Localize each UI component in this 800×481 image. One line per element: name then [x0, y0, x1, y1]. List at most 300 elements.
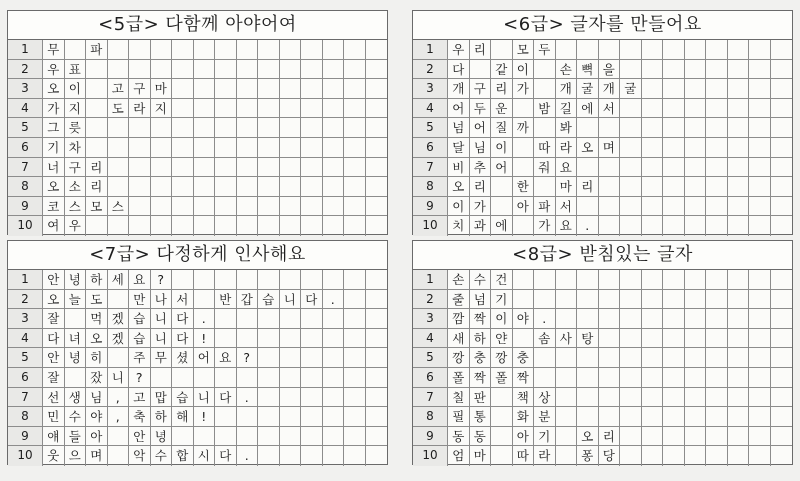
grid-cell — [301, 79, 323, 99]
grid-cell — [685, 388, 707, 408]
grid-cell: 수 — [65, 407, 87, 427]
grid-cell — [663, 216, 685, 236]
grid-cell: 오 — [448, 177, 470, 197]
grid-cell: 아 — [513, 427, 535, 447]
grid-cell — [323, 368, 345, 388]
grid-cell — [556, 446, 578, 466]
grid-cell — [534, 368, 556, 388]
grid-cell: 겠 — [108, 329, 130, 349]
grid-cell — [685, 138, 707, 158]
grid-cell: 탕 — [577, 329, 599, 349]
grid-cell — [534, 177, 556, 197]
grid-cell — [771, 407, 793, 427]
grid-cell — [172, 177, 194, 197]
grid-cell — [642, 407, 664, 427]
grid-cell — [620, 329, 642, 349]
grid-cell — [194, 118, 216, 138]
writing-grid — [413, 270, 792, 466]
grid-cell: 며 — [86, 446, 108, 466]
grid-cell — [663, 40, 685, 60]
grid-cell — [771, 270, 793, 290]
grid-cell — [620, 368, 642, 388]
grid-cell — [663, 138, 685, 158]
grid-cell: 안 — [43, 270, 65, 290]
grid-cell — [215, 138, 237, 158]
grid-cell — [706, 99, 728, 119]
grid-cell — [599, 177, 621, 197]
grid-cell: 폴 — [448, 368, 470, 388]
grid-cell: 녀 — [65, 329, 87, 349]
grid-cell — [129, 60, 151, 80]
grid-cell — [771, 177, 793, 197]
grid-cell — [642, 388, 664, 408]
row-number: 4 — [8, 329, 43, 349]
grid-cell — [151, 158, 173, 178]
grid-cell — [642, 138, 664, 158]
grid-cell: 개 — [448, 79, 470, 99]
grid-cell — [728, 138, 750, 158]
grid-cell — [366, 427, 388, 447]
grid-cell — [706, 118, 728, 138]
grid-cell — [577, 368, 599, 388]
grid-cell: 오 — [43, 290, 65, 310]
grid-cell — [366, 197, 388, 217]
grid-cell: 우 — [65, 216, 87, 236]
grid-cell — [685, 158, 707, 178]
grid-cell: 퐁 — [577, 446, 599, 466]
row-number: 9 — [413, 197, 448, 217]
grid-cell — [620, 118, 642, 138]
grid-cell — [301, 216, 323, 236]
grid-cell: 상 — [534, 388, 556, 408]
grid-cell — [620, 216, 642, 236]
grid-cell — [258, 270, 280, 290]
grid-cell: 기 — [491, 290, 513, 310]
grid-cell: 두 — [534, 40, 556, 60]
grid-cell: 비 — [448, 158, 470, 178]
grid-cell — [728, 290, 750, 310]
panel-title: <7급> 다정하게 인사해요 — [8, 241, 387, 270]
grid-cell: 무 — [43, 40, 65, 60]
grid-cell — [108, 158, 130, 178]
grid-cell: 오 — [577, 427, 599, 447]
grid-cell — [129, 177, 151, 197]
grid-cell — [172, 270, 194, 290]
grid-cell: 운 — [491, 99, 513, 119]
grid-cell: 요 — [556, 216, 578, 236]
grid-cell: 이 — [448, 197, 470, 217]
grid-cell — [771, 348, 793, 368]
grid-cell: 개 — [599, 79, 621, 99]
grid-cell — [663, 158, 685, 178]
grid-cell — [685, 290, 707, 310]
grid-cell: 새 — [448, 329, 470, 349]
grid-cell — [344, 158, 366, 178]
grid-cell: 어 — [194, 348, 216, 368]
grid-cell — [642, 368, 664, 388]
grid-cell — [172, 368, 194, 388]
grid-cell: 깡 — [491, 348, 513, 368]
grid-cell: 녕 — [151, 427, 173, 447]
grid-cell — [258, 407, 280, 427]
grid-cell — [215, 40, 237, 60]
grid-cell: 뼉 — [577, 60, 599, 80]
grid-cell: 만 — [129, 290, 151, 310]
grid-cell — [534, 60, 556, 80]
grid-cell — [642, 79, 664, 99]
grid-cell: 깡 — [448, 348, 470, 368]
grid-cell — [728, 270, 750, 290]
grid-cell: 녕 — [65, 348, 87, 368]
grid-cell — [194, 427, 216, 447]
grid-cell: 다 — [301, 290, 323, 310]
grid-cell — [728, 216, 750, 236]
grid-cell — [366, 329, 388, 349]
grid-cell — [706, 216, 728, 236]
grid-cell — [129, 40, 151, 60]
grid-cell: . — [577, 216, 599, 236]
grid-cell — [620, 407, 642, 427]
grid-cell — [215, 158, 237, 178]
grid-cell — [577, 197, 599, 217]
grid-cell — [663, 427, 685, 447]
grid-cell: 엄 — [448, 446, 470, 466]
grid-cell — [513, 329, 535, 349]
grid-cell — [65, 40, 87, 60]
grid-cell — [642, 270, 664, 290]
grid-cell — [749, 138, 771, 158]
grid-cell — [663, 388, 685, 408]
grid-cell: 리 — [470, 177, 492, 197]
grid-cell — [513, 138, 535, 158]
grid-cell — [706, 388, 728, 408]
grid-cell: 두 — [470, 99, 492, 119]
grid-cell — [556, 309, 578, 329]
grid-cell — [491, 427, 513, 447]
grid-cell: 손 — [448, 270, 470, 290]
grid-cell — [599, 270, 621, 290]
grid-cell — [86, 79, 108, 99]
grid-cell — [280, 446, 302, 466]
grid-cell — [663, 329, 685, 349]
grid-cell — [599, 348, 621, 368]
grid-cell — [620, 309, 642, 329]
grid-cell: 구 — [129, 79, 151, 99]
grid-cell — [685, 99, 707, 119]
grid-cell — [728, 309, 750, 329]
grid-cell: 달 — [448, 138, 470, 158]
grid-cell — [344, 348, 366, 368]
grid-cell — [237, 270, 259, 290]
grid-cell: 짝 — [470, 309, 492, 329]
grid-cell — [620, 270, 642, 290]
grid-cell — [237, 177, 259, 197]
grid-cell — [280, 138, 302, 158]
grid-cell — [301, 40, 323, 60]
grid-cell — [280, 348, 302, 368]
grid-cell — [577, 118, 599, 138]
grid-cell — [301, 446, 323, 466]
grid-cell — [108, 427, 130, 447]
grid-cell — [642, 290, 664, 310]
grid-cell — [366, 216, 388, 236]
grid-cell — [771, 99, 793, 119]
grid-cell — [620, 138, 642, 158]
grid-cell: 코 — [43, 197, 65, 217]
grid-cell: 솜 — [534, 329, 556, 349]
grid-cell — [663, 290, 685, 310]
grid-cell: 늘 — [65, 290, 87, 310]
grid-cell — [749, 348, 771, 368]
grid-cell — [366, 290, 388, 310]
grid-cell: 맙 — [151, 388, 173, 408]
grid-cell: 마 — [556, 177, 578, 197]
grid-cell — [749, 270, 771, 290]
grid-cell — [685, 446, 707, 466]
grid-cell: 여 — [43, 216, 65, 236]
grid-cell — [172, 427, 194, 447]
grid-cell — [237, 60, 259, 80]
panel-title: <6급> 글자를 만들어요 — [413, 11, 792, 40]
grid-cell: 너 — [43, 158, 65, 178]
grid-cell: 짝 — [513, 368, 535, 388]
grid-cell — [685, 79, 707, 99]
grid-cell: 고 — [129, 388, 151, 408]
grid-cell: 얘 — [43, 427, 65, 447]
grid-cell — [749, 99, 771, 119]
grid-cell — [86, 99, 108, 119]
grid-cell — [771, 427, 793, 447]
grid-cell — [151, 40, 173, 60]
grid-cell: 차 — [65, 138, 87, 158]
grid-cell — [366, 79, 388, 99]
grid-cell — [663, 368, 685, 388]
grid-cell — [194, 60, 216, 80]
row-number: 4 — [413, 99, 448, 119]
grid-cell — [323, 197, 345, 217]
grid-cell: 세 — [108, 270, 130, 290]
grid-cell — [172, 79, 194, 99]
grid-cell — [129, 138, 151, 158]
grid-cell: 스 — [65, 197, 87, 217]
grid-cell: 잤 — [86, 368, 108, 388]
grid-cell — [194, 368, 216, 388]
row-number: 2 — [413, 60, 448, 80]
grid-cell: 악 — [129, 446, 151, 466]
grid-cell — [215, 197, 237, 217]
grid-cell — [194, 40, 216, 60]
grid-cell: 생 — [65, 388, 87, 408]
grid-cell — [366, 348, 388, 368]
grid-cell — [86, 216, 108, 236]
grid-cell — [577, 407, 599, 427]
row-number: 5 — [413, 348, 448, 368]
grid-cell — [301, 270, 323, 290]
row-number: 10 — [8, 216, 43, 236]
grid-cell — [129, 197, 151, 217]
grid-cell — [366, 368, 388, 388]
grid-cell — [685, 368, 707, 388]
grid-cell — [642, 99, 664, 119]
grid-cell — [280, 216, 302, 236]
grid-cell: 이 — [65, 79, 87, 99]
panel-5geup — [7, 10, 388, 235]
row-number: 7 — [8, 388, 43, 408]
grid-cell: , — [108, 388, 130, 408]
grid-cell: 리 — [599, 427, 621, 447]
grid-cell — [749, 177, 771, 197]
grid-cell — [728, 388, 750, 408]
grid-cell: 리 — [470, 40, 492, 60]
writing-grid — [8, 40, 387, 236]
grid-cell — [237, 216, 259, 236]
grid-cell: 동 — [448, 427, 470, 447]
grid-cell: 동 — [470, 427, 492, 447]
grid-cell — [172, 118, 194, 138]
grid-cell — [258, 99, 280, 119]
grid-cell — [258, 446, 280, 466]
grid-cell — [215, 270, 237, 290]
grid-cell: ! — [194, 329, 216, 349]
grid-cell — [513, 99, 535, 119]
grid-cell: 수 — [470, 270, 492, 290]
grid-cell: 합 — [172, 446, 194, 466]
grid-cell — [706, 158, 728, 178]
grid-cell — [749, 40, 771, 60]
row-number: 10 — [413, 446, 448, 466]
grid-cell — [577, 40, 599, 60]
row-number: 3 — [413, 79, 448, 99]
grid-cell — [237, 79, 259, 99]
grid-cell: 오 — [43, 177, 65, 197]
grid-cell: 화 — [513, 407, 535, 427]
grid-cell: 다 — [448, 60, 470, 80]
row-number: 10 — [8, 446, 43, 466]
grid-cell: 이 — [491, 138, 513, 158]
grid-cell — [706, 309, 728, 329]
row-number: 5 — [413, 118, 448, 138]
grid-cell — [749, 118, 771, 138]
grid-cell — [706, 40, 728, 60]
grid-cell: 모 — [86, 197, 108, 217]
grid-cell — [663, 99, 685, 119]
grid-cell — [771, 138, 793, 158]
grid-cell — [749, 79, 771, 99]
grid-cell — [599, 309, 621, 329]
grid-cell — [258, 118, 280, 138]
row-number: 4 — [413, 329, 448, 349]
grid-cell — [663, 270, 685, 290]
grid-cell — [323, 79, 345, 99]
grid-cell: 당 — [599, 446, 621, 466]
grid-cell: 수 — [151, 446, 173, 466]
grid-cell — [599, 118, 621, 138]
grid-cell — [728, 407, 750, 427]
grid-cell: 이 — [513, 60, 535, 80]
grid-cell — [194, 290, 216, 310]
grid-cell — [663, 118, 685, 138]
grid-cell — [151, 216, 173, 236]
row-number: 7 — [413, 158, 448, 178]
grid-cell — [323, 216, 345, 236]
grid-cell: 안 — [43, 348, 65, 368]
grid-cell — [620, 60, 642, 80]
grid-cell — [599, 329, 621, 349]
row-number: 6 — [8, 138, 43, 158]
grid-cell — [215, 368, 237, 388]
grid-cell — [301, 329, 323, 349]
writing-grid — [8, 270, 387, 466]
grid-cell — [301, 138, 323, 158]
grid-cell — [258, 368, 280, 388]
grid-cell — [280, 158, 302, 178]
grid-cell — [491, 197, 513, 217]
panel-6geup — [412, 10, 793, 235]
grid-cell — [366, 40, 388, 60]
grid-cell: 시 — [194, 446, 216, 466]
grid-cell: 어 — [491, 158, 513, 178]
grid-cell — [771, 388, 793, 408]
row-number: 7 — [8, 158, 43, 178]
row-number: 6 — [413, 138, 448, 158]
grid-cell — [258, 388, 280, 408]
row-number: 6 — [413, 368, 448, 388]
grid-cell — [280, 407, 302, 427]
grid-cell — [534, 290, 556, 310]
grid-cell — [258, 177, 280, 197]
grid-cell — [663, 309, 685, 329]
grid-cell — [491, 177, 513, 197]
grid-cell: 따 — [513, 446, 535, 466]
grid-cell: 요 — [129, 270, 151, 290]
grid-cell — [706, 79, 728, 99]
grid-cell — [771, 79, 793, 99]
grid-cell — [258, 40, 280, 60]
panel-title: <8급> 받침있는 글자 — [413, 241, 792, 270]
grid-cell: 주 — [129, 348, 151, 368]
grid-cell — [237, 427, 259, 447]
grid-cell — [642, 197, 664, 217]
grid-cell: 굴 — [577, 79, 599, 99]
grid-cell: 넘 — [470, 290, 492, 310]
grid-cell — [215, 407, 237, 427]
row-number: 1 — [413, 270, 448, 290]
row-number: 5 — [8, 348, 43, 368]
grid-cell — [280, 329, 302, 349]
grid-cell — [513, 216, 535, 236]
grid-cell — [344, 446, 366, 466]
grid-cell: 을 — [599, 60, 621, 80]
grid-cell — [344, 118, 366, 138]
grid-cell — [577, 158, 599, 178]
grid-cell — [728, 446, 750, 466]
grid-cell — [237, 99, 259, 119]
grid-cell — [599, 290, 621, 310]
grid-cell: 마 — [470, 446, 492, 466]
grid-cell: 스 — [108, 197, 130, 217]
grid-cell — [642, 348, 664, 368]
grid-cell — [280, 99, 302, 119]
grid-cell: 과 — [470, 216, 492, 236]
grid-cell — [237, 197, 259, 217]
grid-cell: 잘 — [43, 309, 65, 329]
row-number: 3 — [8, 309, 43, 329]
grid-cell: 추 — [470, 158, 492, 178]
grid-cell: 들 — [65, 427, 87, 447]
grid-cell — [642, 60, 664, 80]
grid-cell — [663, 177, 685, 197]
grid-cell — [728, 427, 750, 447]
